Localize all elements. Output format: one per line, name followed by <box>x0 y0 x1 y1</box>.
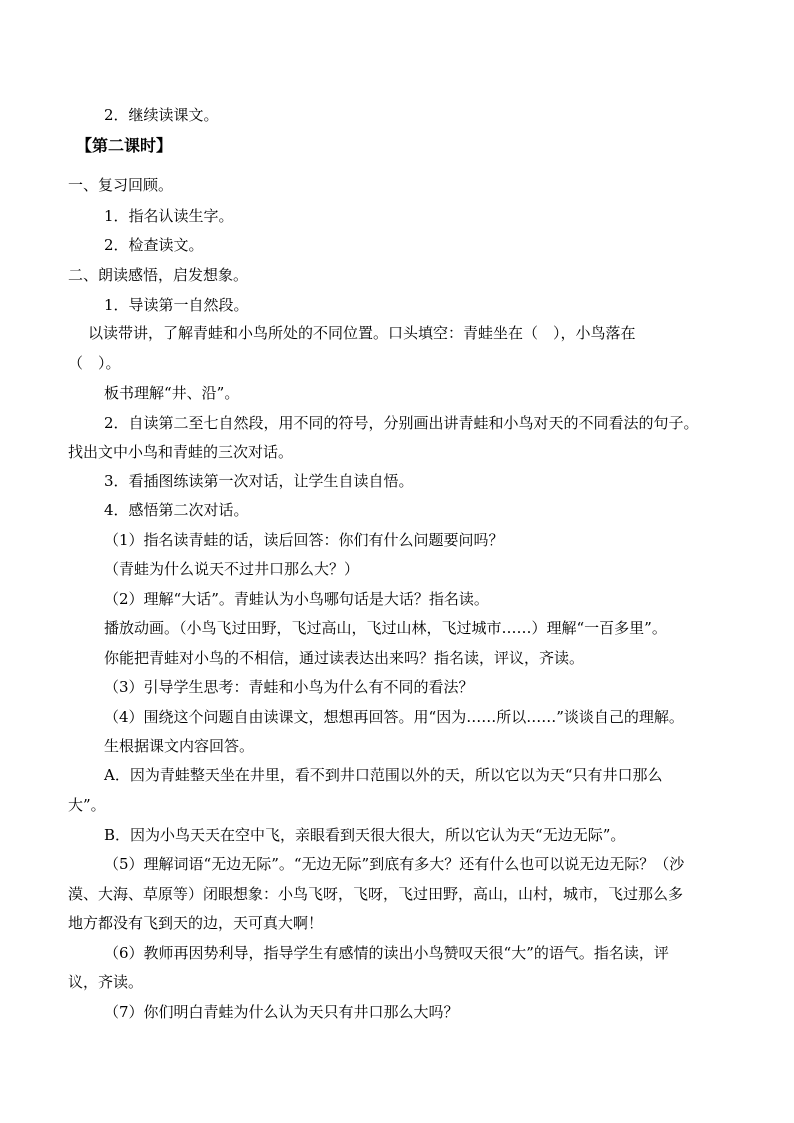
text-line-29: （6）教师再因势利导，指导学生有感情的读出小鸟赞叹天很“大”的语气。指名读，评 <box>104 944 669 962</box>
text-line-16: （青蛙为什么说天不过井口那么大？） <box>104 560 360 578</box>
text-line-28: 地方都没有飞到天的边，天可真大啊！ <box>68 914 324 932</box>
text-line-20: （3）引导学生思考：青蛙和小鸟为什么有不同的看法？ <box>104 678 474 696</box>
heading-review: 一、复习回顾。 <box>68 176 174 194</box>
text-line-14: 4．感悟第二次对话。 <box>104 501 249 519</box>
text-line-1: 2．继续读课文。 <box>104 106 219 124</box>
text-line-8: 以读带讲，了解青蛙和小鸟所处的不同位置。口头填空：青蛙坐在（ ），小鸟落在 <box>88 324 636 342</box>
text-line-9: （ ）。 <box>68 354 121 372</box>
text-line-15: （1）指名读青蛙的话，读后回答：你们有什么问题要问吗？ <box>104 531 504 549</box>
text-line-10: 板书理解“井、沿”。 <box>104 384 240 402</box>
text-line-17: （2）理解“大话”。青蛙认为小鸟哪句话是大话？指名读。 <box>104 590 489 608</box>
text-line-27: 漠、大海、草原等）闭眼想象：小鸟飞呀，飞呀，飞过田野，高山，山村，城市，飞过那么多 <box>68 885 684 903</box>
text-line-7: 1．导读第一自然段。 <box>104 296 249 314</box>
text-line-23: A．因为青蛙整天坐在井里，看不到井口范围以外的天，所以它以为天“只有井口那么 <box>104 766 663 784</box>
text-line-12: 找出文中小鸟和青蛙的三次对话。 <box>68 443 294 461</box>
section-title: 【第二课时】 <box>76 136 173 155</box>
text-line-11: 2．自读第二至七自然段，用不同的符号，分别画出讲青蛙和小鸟对天的不同看法的句子。 <box>104 414 699 432</box>
text-line-22: 生根据课文内容回答。 <box>104 737 255 755</box>
heading-reading: 二、朗读感悟，启发想象。 <box>68 266 249 284</box>
text-line-4: 1．指名认读生字。 <box>104 207 234 225</box>
text-line-13: 3．看插图练读第一次对话，让学生自读自悟。 <box>104 472 414 490</box>
text-line-5: 2．检查读文。 <box>104 236 204 254</box>
text-line-30: 议，齐读。 <box>68 973 144 991</box>
text-line-19: 你能把青蛙对小鸟的不相信，通过读表达出来吗？指名读，评议，齐读。 <box>104 649 585 667</box>
text-line-18: 播放动画。（小鸟飞过田野，飞过高山，飞过山林，飞过城市……）理解“一百多里”。 <box>104 619 667 637</box>
text-line-24: 大”。 <box>68 796 106 814</box>
text-line-21: （4）围绕这个问题自由读课文，想想再回答。用“因为……所以……”谈谈自己的理解。 <box>104 708 684 726</box>
text-line-31: （7）你们明白青蛙为什么认为天只有井口那么大吗？ <box>104 1003 459 1021</box>
text-line-25: B．因为小鸟天天在空中飞，亲眼看到天很大很大，所以它认为天“无边无际”。 <box>104 826 626 844</box>
text-line-26: （5）理解词语“无边无际”。“无边无际”到底有多大？还有什么也可以说无边无际？（沙 <box>104 855 685 873</box>
